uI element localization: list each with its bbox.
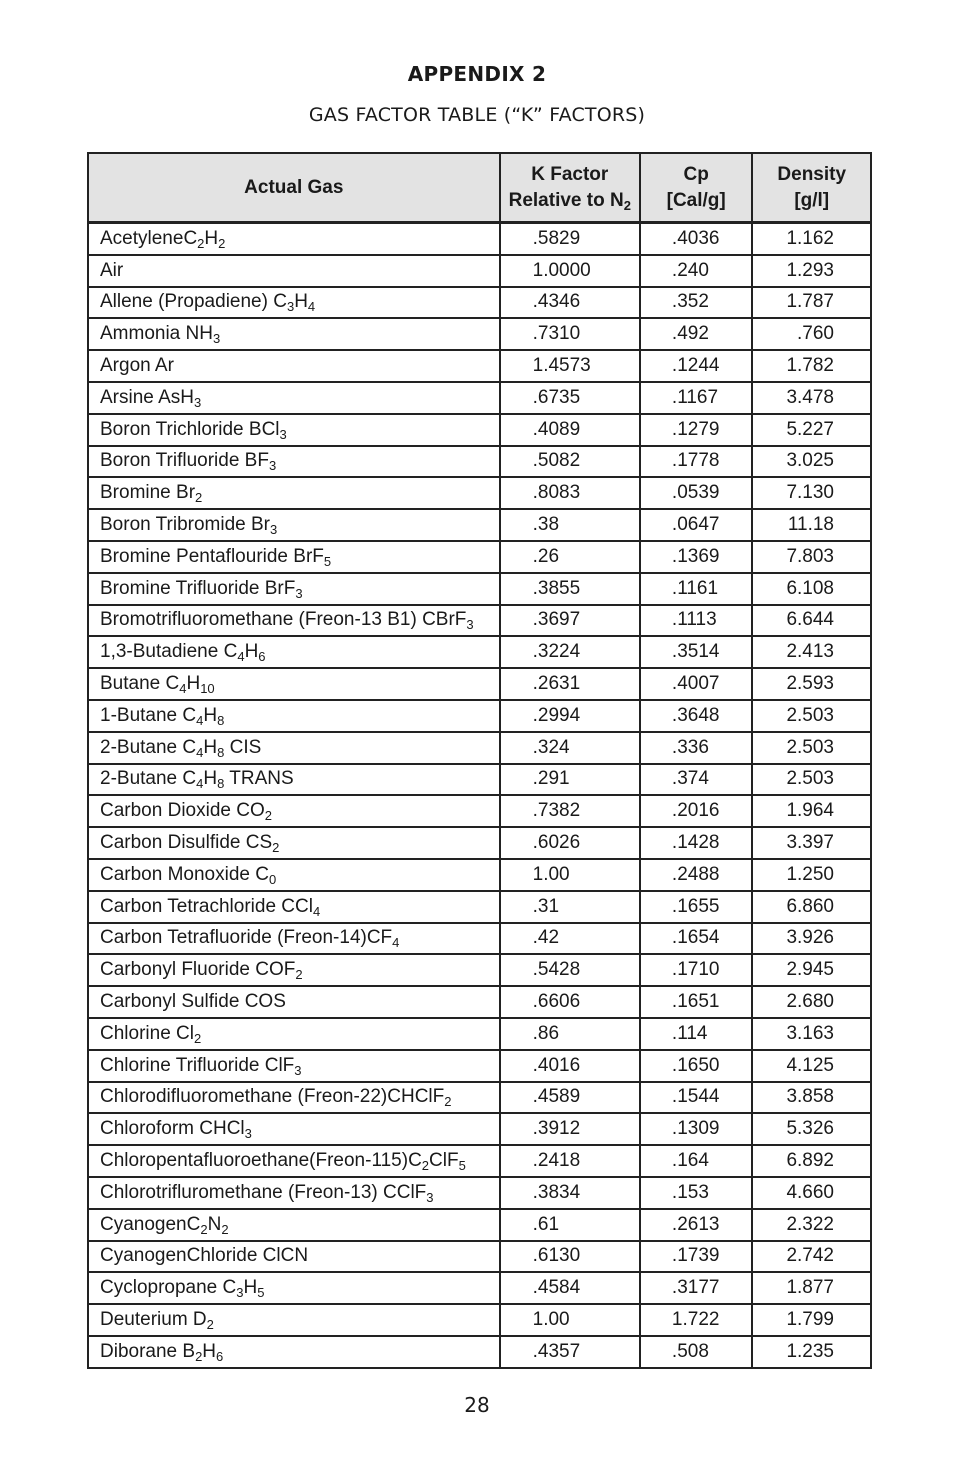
table-row (88, 1272, 871, 1304)
cell-cp: .374 (640, 764, 753, 796)
cell-density: 4.125 (752, 1050, 871, 1082)
cell-cp: .0539 (640, 477, 753, 509)
table-row (88, 1209, 871, 1241)
table-row (88, 1082, 871, 1114)
cell-density: 2.413 (752, 636, 871, 668)
cell-gas-name: Chlorodifluoromethane (Freon-22)CHClF$_2$ (88, 1082, 500, 1114)
cell-gas-name: Boron Trichloride BCl$_3$ (88, 414, 500, 446)
table-row (88, 382, 871, 414)
cell-density: 3.163 (752, 1018, 871, 1050)
cell-gas-name: 1,3-Butadiene $C_4H_6$ (88, 636, 500, 668)
cell-cp: .4036 (640, 223, 753, 255)
cell-cp: .2613 (640, 1209, 753, 1241)
cell-density: 4.660 (752, 1177, 871, 1209)
cell-density: 2.322 (752, 1209, 871, 1241)
cell-k-factor: .291 (500, 764, 640, 796)
table-row (88, 414, 871, 446)
cell-cp: .1655 (640, 891, 753, 923)
table-row (88, 605, 871, 637)
table-row (88, 986, 871, 1018)
cell-cp: .114 (640, 1018, 753, 1050)
cell-density: 1.293 (752, 255, 871, 287)
cell-cp: .4007 (640, 668, 753, 700)
cell-gas-name: Chlorine Trifluoride ClF$_3$ (88, 1050, 500, 1082)
cell-gas-name: Allene (Propadiene) $C_3H_4$ (88, 287, 500, 319)
cell-gas-name: Argon Ar (88, 350, 500, 382)
table-row (88, 732, 871, 764)
cell-density: 3.025 (752, 446, 871, 478)
cell-density: .760 (752, 318, 871, 350)
cell-density: 2.945 (752, 954, 871, 986)
cell-density: 3.478 (752, 382, 871, 414)
table-row (88, 636, 871, 668)
header-k-factor-line2: Relative to $N_2$ (508, 189, 631, 213)
cell-cp: .1369 (640, 541, 753, 573)
cell-gas-name: Carbonyl Sulfide COS (88, 986, 500, 1018)
cell-density: 1.799 (752, 1304, 871, 1336)
cell-k-factor: .31 (500, 891, 640, 923)
cell-k-factor: .5829 (500, 223, 640, 255)
cell-cp: .1113 (640, 605, 753, 637)
cell-cp: .1161 (640, 573, 753, 605)
table-row (88, 255, 871, 287)
appendix-title: APPENDIX 2 (407, 62, 547, 86)
cell-k-factor: .2631 (500, 668, 640, 700)
cell-k-factor: .3697 (500, 605, 640, 637)
cell-gas-name: 2-Butane $C_4H_8$ TRANS (88, 764, 500, 796)
table-row (88, 477, 871, 509)
cell-cp: .492 (640, 318, 753, 350)
cell-k-factor: .2994 (500, 700, 640, 732)
header-k-factor (500, 153, 640, 223)
header-density (752, 153, 871, 223)
cell-cp: .2488 (640, 859, 753, 891)
cell-k-factor: .3855 (500, 573, 640, 605)
table-row (88, 1241, 871, 1273)
cell-gas-name: Carbon Monoxide $C_0$ (88, 859, 500, 891)
cell-k-factor: .6606 (500, 986, 640, 1018)
cell-cp: .3514 (640, 636, 753, 668)
cell-k-factor: .4089 (500, 414, 640, 446)
page-number: 28 (464, 1393, 490, 1417)
table-row (88, 446, 871, 478)
table-row (88, 923, 871, 955)
cell-cp: .1309 (640, 1113, 753, 1145)
cell-k-factor: .4346 (500, 287, 640, 319)
cell-cp: .1428 (640, 827, 753, 859)
cell-gas-name: Bromine $Br_2$ (88, 477, 500, 509)
cell-k-factor: 1.4573 (500, 350, 640, 382)
cell-gas-name: Diborane $B_2H_6$ (88, 1336, 500, 1368)
cell-k-factor: .4016 (500, 1050, 640, 1082)
header-actual-gas: Actual Gas (88, 153, 500, 223)
table-row (88, 573, 871, 605)
header-cp-line1: Cp (683, 163, 709, 185)
cell-density: 2.593 (752, 668, 871, 700)
cell-k-factor: .38 (500, 509, 640, 541)
cell-density: 3.858 (752, 1082, 871, 1114)
cell-gas-name: Arsine AsH$_3$ (88, 382, 500, 414)
cell-k-factor: .86 (500, 1018, 640, 1050)
cell-density: 1.250 (752, 859, 871, 891)
cell-cp: .1244 (640, 350, 753, 382)
table-row (88, 764, 871, 796)
cell-k-factor: .4357 (500, 1336, 640, 1368)
cell-gas-name: 2-Butane $C_4H_8$ CIS (88, 732, 500, 764)
table-row (88, 700, 871, 732)
table-header (88, 153, 871, 223)
cell-k-factor: .42 (500, 923, 640, 955)
cell-k-factor: .3224 (500, 636, 640, 668)
cell-gas-name: Boron Tribromide $Br_3$ (88, 509, 500, 541)
cell-k-factor: .61 (500, 1209, 640, 1241)
cell-cp: .2016 (640, 795, 753, 827)
cell-cp: .352 (640, 287, 753, 319)
cell-gas-name: Carbon Tetrachloride CCl$_4$ (88, 891, 500, 923)
cell-gas-name: Bromine Pentaflouride BrF$_5$ (88, 541, 500, 573)
header-cp-line2: [Cal/g] (666, 189, 726, 211)
cell-cp: .1651 (640, 986, 753, 1018)
cell-density: 6.644 (752, 605, 871, 637)
cell-k-factor: .5428 (500, 954, 640, 986)
cell-k-factor: .324 (500, 732, 640, 764)
cell-density: 6.860 (752, 891, 871, 923)
table-row (88, 287, 871, 319)
cell-cp: .508 (640, 1336, 753, 1368)
cell-cp: .240 (640, 255, 753, 287)
table-body (88, 223, 871, 1368)
cell-gas-name: Chloroform CHCl$_3$ (88, 1113, 500, 1145)
cell-k-factor: .6735 (500, 382, 640, 414)
cell-density: 5.326 (752, 1113, 871, 1145)
cell-cp: .1279 (640, 414, 753, 446)
cell-k-factor: .4584 (500, 1272, 640, 1304)
cell-density: 1.235 (752, 1336, 871, 1368)
table-row (88, 827, 871, 859)
table-row (88, 541, 871, 573)
cell-density: 1.964 (752, 795, 871, 827)
cell-gas-name: Carbon Dioxide $CO_2$ (88, 795, 500, 827)
cell-k-factor: .26 (500, 541, 640, 573)
cell-cp: .3177 (640, 1272, 753, 1304)
cell-density: 7.130 (752, 477, 871, 509)
table-row (88, 1018, 871, 1050)
cell-gas-name: 1-Butane $C_4H_8$ (88, 700, 500, 732)
cell-cp: .0647 (640, 509, 753, 541)
table-row (88, 795, 871, 827)
cell-cp: .1544 (640, 1082, 753, 1114)
cell-k-factor: .6130 (500, 1241, 640, 1273)
table-row (88, 891, 871, 923)
header-density-line2: [g/l] (794, 189, 830, 211)
header-row (88, 153, 871, 223)
cell-cp: 1.722 (640, 1304, 753, 1336)
cell-cp: .1778 (640, 446, 753, 478)
table-row (88, 954, 871, 986)
cell-cp: .1650 (640, 1050, 753, 1082)
cell-k-factor: .7382 (500, 795, 640, 827)
table-row (88, 668, 871, 700)
cell-cp: .153 (640, 1177, 753, 1209)
cell-density: 6.108 (752, 573, 871, 605)
cell-k-factor: .2418 (500, 1145, 640, 1177)
table-row (88, 1113, 871, 1145)
cell-gas-name: Carbon Tetrafluoride $(Freon-14)CF_4$ (88, 923, 500, 955)
cell-k-factor: .5082 (500, 446, 640, 478)
cell-gas-name: Chlorotrifluromethane (Freon-13) CClF$_3$ (88, 1177, 500, 1209)
cell-cp: .1710 (640, 954, 753, 986)
cell-k-factor: 1.0000 (500, 255, 640, 287)
cell-cp: .1739 (640, 1241, 753, 1273)
cell-gas-name: Cyclopropane $C_3H_5$ (88, 1272, 500, 1304)
cell-k-factor: .8083 (500, 477, 640, 509)
cell-density: 1.782 (752, 350, 871, 382)
cell-cp: .3648 (640, 700, 753, 732)
header-cp (640, 153, 753, 223)
cell-k-factor: .3834 (500, 1177, 640, 1209)
cell-density: 3.926 (752, 923, 871, 955)
cell-k-factor: 1.00 (500, 859, 640, 891)
cell-cp: .1167 (640, 382, 753, 414)
cell-gas-name: $CyanogenC_2N_2$ (88, 1209, 500, 1241)
table-row (88, 1145, 871, 1177)
table-row (88, 1336, 871, 1368)
cell-density: 7.803 (752, 541, 871, 573)
cell-gas-name: $AcetyleneC_2H_2$ (88, 223, 500, 255)
cell-density: 2.503 (752, 732, 871, 764)
cell-density: 2.680 (752, 986, 871, 1018)
cell-density: 1.877 (752, 1272, 871, 1304)
cell-gas-name: Ammonia $NH_3$ (88, 318, 500, 350)
cell-density: 2.503 (752, 764, 871, 796)
cell-density: 1.787 (752, 287, 871, 319)
cell-gas-name: Deuterium $D_2$ (88, 1304, 500, 1336)
cell-cp: .336 (640, 732, 753, 764)
table-row (88, 318, 871, 350)
table-row (88, 223, 871, 255)
cell-gas-name: $Chloropentafluoroethane(Freon-115)C_2ClF_5$ (88, 1145, 500, 1177)
cell-k-factor: .4589 (500, 1082, 640, 1114)
cell-density: 1.162 (752, 223, 871, 255)
cell-k-factor: .6026 (500, 827, 640, 859)
cell-gas-name: Carbonyl Fluoride $COF_2$ (88, 954, 500, 986)
cell-density: 2.742 (752, 1241, 871, 1273)
cell-gas-name: Bromine Trifluoride BrF$_3$ (88, 573, 500, 605)
cell-cp: .164 (640, 1145, 753, 1177)
gas-factor-table (87, 152, 872, 1369)
header-k-factor-line1: K Factor (531, 163, 609, 185)
cell-cp: .1654 (640, 923, 753, 955)
cell-density: 6.892 (752, 1145, 871, 1177)
cell-gas-name: Air (88, 255, 500, 287)
cell-gas-name: Carbon Disulfide $CS_2$ (88, 827, 500, 859)
cell-k-factor: .3912 (500, 1113, 640, 1145)
cell-gas-name: Bromotrifluoromethane (Freon-13 B1) CBrF$_3$ (88, 605, 500, 637)
cell-k-factor: 1.00 (500, 1304, 640, 1336)
cell-gas-name: Boron Trifluoride $BF_3$ (88, 446, 500, 478)
header-density-line1: Density (777, 163, 847, 185)
table-row (88, 1304, 871, 1336)
table-subtitle: GAS FACTOR TABLE (“K” FACTORS) (308, 104, 646, 126)
cell-density: 2.503 (752, 700, 871, 732)
table-row (88, 509, 871, 541)
cell-k-factor: .7310 (500, 318, 640, 350)
cell-gas-name: Butane $C_4H_{10}$ (88, 668, 500, 700)
table-row (88, 1177, 871, 1209)
cell-density: 5.227 (752, 414, 871, 446)
table-row (88, 1050, 871, 1082)
cell-density: 3.397 (752, 827, 871, 859)
cell-gas-name: Chlorine $Cl_2$ (88, 1018, 500, 1050)
table-row (88, 859, 871, 891)
cell-density: 11.18 (752, 509, 871, 541)
table-row (88, 350, 871, 382)
cell-gas-name: CyanogenChloride ClCN (88, 1241, 500, 1273)
